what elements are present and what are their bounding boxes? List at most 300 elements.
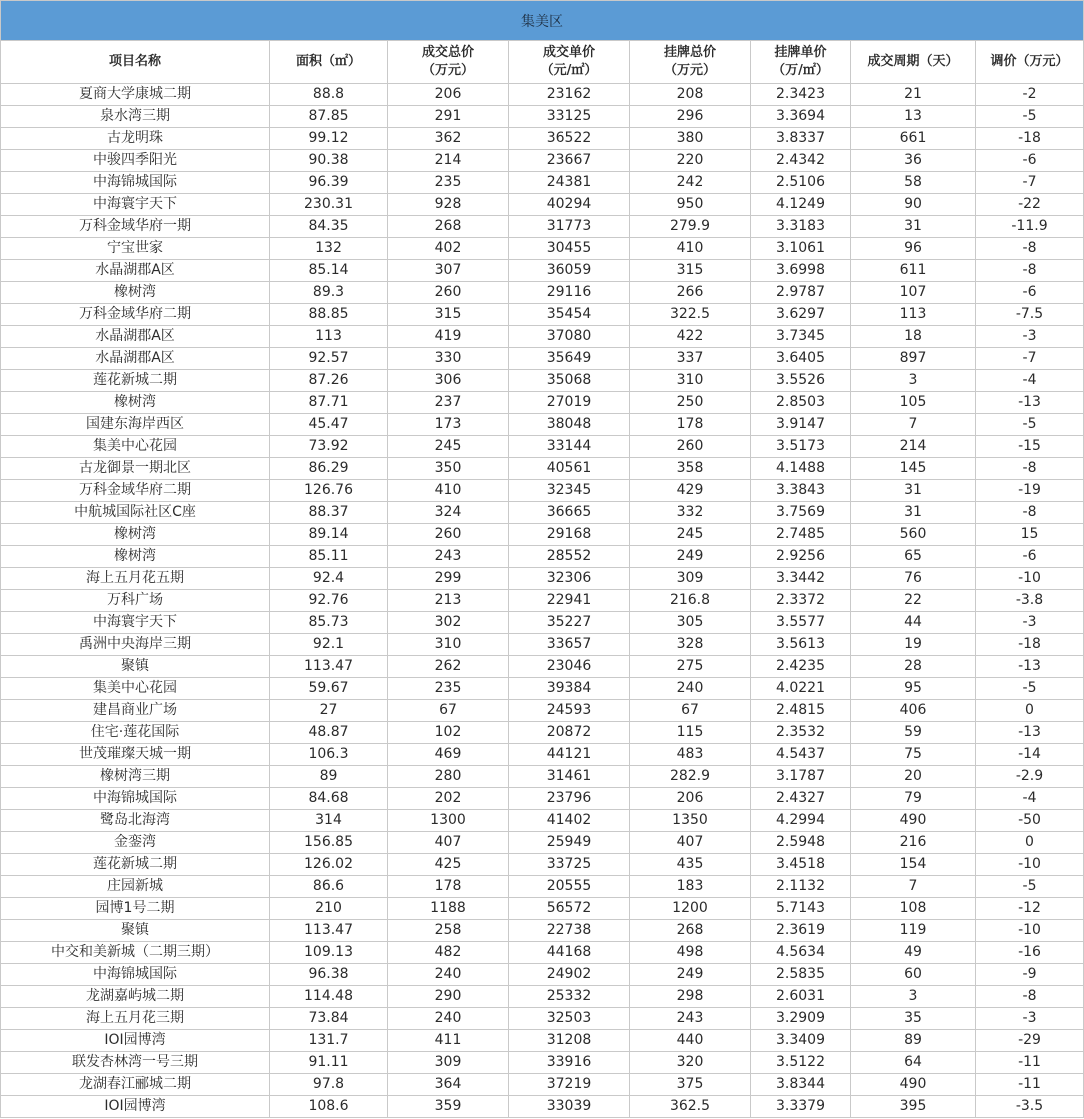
cell-list-total: 380 [630, 128, 751, 149]
cell-deal-cycle: 76 [851, 568, 976, 589]
table-row [1, 546, 1084, 568]
cell-deal-unit: 56572 [509, 898, 630, 919]
cell-list-unit: 2.4235 [751, 656, 851, 677]
cell-deal-unit: 35227 [509, 612, 630, 633]
cell-deal-total: 240 [388, 1008, 509, 1029]
cell-deal-total: 268 [388, 216, 509, 237]
table-row [1, 568, 1084, 590]
cell-deal-cycle: 119 [851, 920, 976, 941]
cell-list-total: 243 [630, 1008, 751, 1029]
cell-list-unit: 2.8503 [751, 392, 851, 413]
cell-deal-unit: 35649 [509, 348, 630, 369]
cell-deal-unit: 24593 [509, 700, 630, 721]
table-row [1, 986, 1084, 1008]
cell-list-unit: 2.5948 [751, 832, 851, 853]
cell-area: 87.71 [270, 392, 388, 413]
cell-project-name: 龙湖嘉屿城二期 [1, 986, 270, 1007]
cell-deal-cycle: 216 [851, 832, 976, 853]
cell-area: 113.47 [270, 656, 388, 677]
cell-deal-cycle: 18 [851, 326, 976, 347]
cell-list-total: 1350 [630, 810, 751, 831]
cell-project-name: 水晶湖郡A区 [1, 326, 270, 347]
cell-list-unit: 3.5613 [751, 634, 851, 655]
cell-price-adjust: -2.9 [976, 766, 1084, 787]
cell-project-name: 聚镇 [1, 920, 270, 941]
cell-deal-unit: 25949 [509, 832, 630, 853]
table-row [1, 106, 1084, 128]
cell-area: 88.37 [270, 502, 388, 523]
cell-list-unit: 2.9787 [751, 282, 851, 303]
cell-area: 113.47 [270, 920, 388, 941]
cell-area: 96.39 [270, 172, 388, 193]
cell-price-adjust: 15 [976, 524, 1084, 545]
cell-list-unit: 3.6998 [751, 260, 851, 281]
cell-deal-unit: 39384 [509, 678, 630, 699]
cell-project-name: 泉水湾三期 [1, 106, 270, 127]
cell-deal-unit: 23796 [509, 788, 630, 809]
cell-project-name: 中海寰宇天下 [1, 612, 270, 633]
cell-area: 59.67 [270, 678, 388, 699]
cell-deal-unit: 32503 [509, 1008, 630, 1029]
cell-price-adjust: 0 [976, 700, 1084, 721]
cell-project-name: 集美中心花园 [1, 436, 270, 457]
cell-deal-total: 302 [388, 612, 509, 633]
cell-list-unit: 2.3532 [751, 722, 851, 743]
cell-list-total: 362.5 [630, 1096, 751, 1117]
cell-area: 27 [270, 700, 388, 721]
cell-list-unit: 3.1787 [751, 766, 851, 787]
table-row [1, 304, 1084, 326]
cell-area: 132 [270, 238, 388, 259]
table-row [1, 348, 1084, 370]
cell-price-adjust: -16 [976, 942, 1084, 963]
cell-deal-total: 315 [388, 304, 509, 325]
cell-price-adjust: -5 [976, 678, 1084, 699]
table-title: 集美区 [1, 1, 1084, 41]
cell-deal-unit: 23162 [509, 84, 630, 105]
cell-project-name: 中海锦城国际 [1, 172, 270, 193]
cell-deal-unit: 23667 [509, 150, 630, 171]
cell-deal-unit: 32306 [509, 568, 630, 589]
cell-price-adjust: -8 [976, 986, 1084, 1007]
cell-list-unit: 5.7143 [751, 898, 851, 919]
cell-area: 113 [270, 326, 388, 347]
cell-project-name: 国建东海岸西区 [1, 414, 270, 435]
table-row [1, 282, 1084, 304]
cell-area: 88.8 [270, 84, 388, 105]
cell-deal-cycle: 95 [851, 678, 976, 699]
cell-deal-total: 173 [388, 414, 509, 435]
table-header-row [1, 41, 1084, 84]
table-row [1, 832, 1084, 854]
cell-deal-total: 235 [388, 678, 509, 699]
cell-price-adjust: -5 [976, 414, 1084, 435]
cell-deal-cycle: 560 [851, 524, 976, 545]
cell-project-name: 万科金域华府一期 [1, 216, 270, 237]
cell-price-adjust: -8 [976, 458, 1084, 479]
cell-list-total: 332 [630, 502, 751, 523]
table-row [1, 436, 1084, 458]
table-row [1, 172, 1084, 194]
cell-price-adjust: -8 [976, 238, 1084, 259]
cell-deal-total: 350 [388, 458, 509, 479]
cell-deal-total: 419 [388, 326, 509, 347]
cell-project-name: 建昌商业广场 [1, 700, 270, 721]
cell-deal-total: 330 [388, 348, 509, 369]
cell-area: 106.3 [270, 744, 388, 765]
cell-deal-total: 260 [388, 524, 509, 545]
cell-list-total: 407 [630, 832, 751, 853]
cell-project-name: 万科广场 [1, 590, 270, 611]
cell-area: 230.31 [270, 194, 388, 215]
header-unit: （万元） [421, 63, 474, 78]
cell-deal-unit: 40294 [509, 194, 630, 215]
cell-area: 314 [270, 810, 388, 831]
cell-list-unit: 2.7485 [751, 524, 851, 545]
cell-project-name: 庄园新城 [1, 876, 270, 897]
cell-deal-total: 262 [388, 656, 509, 677]
cell-list-unit: 3.7569 [751, 502, 851, 523]
cell-price-adjust: -11.9 [976, 216, 1084, 237]
cell-list-unit: 2.3619 [751, 920, 851, 941]
cell-deal-cycle: 611 [851, 260, 976, 281]
cell-list-total: 310 [630, 370, 751, 391]
cell-price-adjust: -10 [976, 920, 1084, 941]
header-deal-cycle [851, 41, 976, 83]
cell-deal-cycle: 31 [851, 480, 976, 501]
cell-list-total: 250 [630, 392, 751, 413]
cell-deal-total: 310 [388, 634, 509, 655]
cell-deal-unit: 35068 [509, 370, 630, 391]
cell-project-name: 万科金域华府二期 [1, 304, 270, 325]
cell-list-total: 206 [630, 788, 751, 809]
cell-area: 85.11 [270, 546, 388, 567]
header-label: 成交总价 [421, 45, 474, 60]
cell-list-total: 435 [630, 854, 751, 875]
cell-deal-unit: 36665 [509, 502, 630, 523]
cell-area: 87.85 [270, 106, 388, 127]
cell-list-unit: 4.1488 [751, 458, 851, 479]
cell-price-adjust: -29 [976, 1030, 1084, 1051]
cell-list-total: 298 [630, 986, 751, 1007]
cell-deal-unit: 33725 [509, 854, 630, 875]
cell-deal-unit: 36522 [509, 128, 630, 149]
cell-project-name: 集美中心花园 [1, 678, 270, 699]
cell-deal-unit: 37219 [509, 1074, 630, 1095]
cell-project-name: 禹洲中央海岸三期 [1, 634, 270, 655]
cell-list-total: 410 [630, 238, 751, 259]
cell-deal-total: 291 [388, 106, 509, 127]
table-row [1, 744, 1084, 766]
cell-deal-total: 280 [388, 766, 509, 787]
cell-deal-cycle: 96 [851, 238, 976, 259]
cell-list-total: 1200 [630, 898, 751, 919]
cell-deal-total: 214 [388, 150, 509, 171]
cell-list-unit: 4.5634 [751, 942, 851, 963]
cell-price-adjust: -7.5 [976, 304, 1084, 325]
cell-area: 126.02 [270, 854, 388, 875]
cell-list-total: 309 [630, 568, 751, 589]
cell-project-name: 橡树湾三期 [1, 766, 270, 787]
cell-deal-total: 362 [388, 128, 509, 149]
cell-deal-cycle: 19 [851, 634, 976, 655]
cell-list-total: 358 [630, 458, 751, 479]
cell-list-total: 950 [630, 194, 751, 215]
cell-list-unit: 3.9147 [751, 414, 851, 435]
cell-list-unit: 3.6405 [751, 348, 851, 369]
cell-deal-cycle: 75 [851, 744, 976, 765]
cell-deal-cycle: 105 [851, 392, 976, 413]
header-deal-unit [509, 41, 630, 83]
table-row [1, 722, 1084, 744]
cell-deal-unit: 22738 [509, 920, 630, 941]
cell-list-total: 216.8 [630, 590, 751, 611]
table-row [1, 942, 1084, 964]
table-row [1, 414, 1084, 436]
cell-list-total: 440 [630, 1030, 751, 1051]
cell-project-name: 住宅·莲花国际 [1, 722, 270, 743]
cell-deal-total: 309 [388, 1052, 509, 1073]
header-area [270, 41, 388, 83]
cell-project-name: 龙湖春江郦城二期 [1, 1074, 270, 1095]
cell-price-adjust: -8 [976, 260, 1084, 281]
cell-list-unit: 2.1132 [751, 876, 851, 897]
cell-price-adjust: 0 [976, 832, 1084, 853]
table-row [1, 458, 1084, 480]
header-label: 成交单价 [542, 45, 595, 60]
table-row [1, 898, 1084, 920]
cell-deal-cycle: 108 [851, 898, 976, 919]
cell-price-adjust: -5 [976, 876, 1084, 897]
cell-deal-cycle: 79 [851, 788, 976, 809]
cell-list-total: 245 [630, 524, 751, 545]
cell-area: 85.14 [270, 260, 388, 281]
table-row [1, 964, 1084, 986]
cell-deal-cycle: 20 [851, 766, 976, 787]
cell-deal-unit: 24902 [509, 964, 630, 985]
header-price-adjust [976, 41, 1084, 83]
cell-area: 89.3 [270, 282, 388, 303]
cell-list-unit: 3.5577 [751, 612, 851, 633]
cell-project-name: 水晶湖郡A区 [1, 348, 270, 369]
cell-area: 84.68 [270, 788, 388, 809]
cell-list-unit: 3.5526 [751, 370, 851, 391]
cell-list-total: 322.5 [630, 304, 751, 325]
cell-list-unit: 3.7345 [751, 326, 851, 347]
cell-deal-cycle: 22 [851, 590, 976, 611]
cell-project-name: 聚镇 [1, 656, 270, 677]
cell-area: 92.76 [270, 590, 388, 611]
cell-area: 73.92 [270, 436, 388, 457]
cell-project-name: 莲花新城二期 [1, 370, 270, 391]
header-label: 调价（万元） [990, 54, 1069, 69]
cell-area: 126.76 [270, 480, 388, 501]
table-row [1, 1074, 1084, 1096]
cell-project-name: 古龙御景一期北区 [1, 458, 270, 479]
cell-deal-total: 206 [388, 84, 509, 105]
cell-deal-total: 178 [388, 876, 509, 897]
cell-list-unit: 2.5835 [751, 964, 851, 985]
cell-deal-unit: 30455 [509, 238, 630, 259]
cell-area: 73.84 [270, 1008, 388, 1029]
cell-area: 84.35 [270, 216, 388, 237]
cell-project-name: 中骏四季阳光 [1, 150, 270, 171]
cell-list-unit: 2.6031 [751, 986, 851, 1007]
cell-area: 91.11 [270, 1052, 388, 1073]
cell-deal-cycle: 49 [851, 942, 976, 963]
cell-list-unit: 3.8337 [751, 128, 851, 149]
cell-list-unit: 2.4327 [751, 788, 851, 809]
cell-price-adjust: -13 [976, 656, 1084, 677]
cell-list-unit: 3.3379 [751, 1096, 851, 1117]
cell-list-unit: 3.4518 [751, 854, 851, 875]
cell-list-total: 249 [630, 546, 751, 567]
table-row [1, 766, 1084, 788]
cell-area: 99.12 [270, 128, 388, 149]
cell-project-name: 联发杏林湾一号三期 [1, 1052, 270, 1073]
cell-price-adjust: -5 [976, 106, 1084, 127]
cell-list-unit: 4.1249 [751, 194, 851, 215]
cell-deal-cycle: 7 [851, 876, 976, 897]
cell-price-adjust: -18 [976, 128, 1084, 149]
cell-list-total: 242 [630, 172, 751, 193]
cell-deal-cycle: 90 [851, 194, 976, 215]
cell-deal-cycle: 3 [851, 370, 976, 391]
cell-deal-total: 1300 [388, 810, 509, 831]
cell-price-adjust: -10 [976, 568, 1084, 589]
cell-deal-cycle: 64 [851, 1052, 976, 1073]
cell-project-name: 金銮湾 [1, 832, 270, 853]
cell-deal-total: 425 [388, 854, 509, 875]
cell-deal-cycle: 28 [851, 656, 976, 677]
cell-project-name: 中海锦城国际 [1, 788, 270, 809]
cell-list-unit: 2.5106 [751, 172, 851, 193]
cell-deal-cycle: 58 [851, 172, 976, 193]
cell-list-total: 305 [630, 612, 751, 633]
cell-area: 88.85 [270, 304, 388, 325]
cell-list-total: 67 [630, 700, 751, 721]
cell-deal-unit: 31773 [509, 216, 630, 237]
cell-list-unit: 2.9256 [751, 546, 851, 567]
cell-price-adjust: -11 [976, 1052, 1084, 1073]
cell-deal-total: 359 [388, 1096, 509, 1117]
cell-deal-cycle: 661 [851, 128, 976, 149]
cell-project-name: 莲花新城二期 [1, 854, 270, 875]
cell-deal-cycle: 13 [851, 106, 976, 127]
header-label: 项目名称 [108, 54, 161, 69]
cell-deal-cycle: 44 [851, 612, 976, 633]
cell-list-unit: 3.5173 [751, 436, 851, 457]
cell-price-adjust: -3 [976, 1008, 1084, 1029]
table-row [1, 370, 1084, 392]
cell-price-adjust: -10 [976, 854, 1084, 875]
cell-deal-total: 290 [388, 986, 509, 1007]
cell-price-adjust: -19 [976, 480, 1084, 501]
cell-project-name: 水晶湖郡A区 [1, 260, 270, 281]
cell-deal-total: 102 [388, 722, 509, 743]
cell-price-adjust: -8 [976, 502, 1084, 523]
table-row [1, 216, 1084, 238]
cell-list-unit: 3.3694 [751, 106, 851, 127]
cell-deal-total: 402 [388, 238, 509, 259]
cell-area: 85.73 [270, 612, 388, 633]
cell-area: 114.48 [270, 986, 388, 1007]
cell-area: 108.6 [270, 1096, 388, 1117]
table-row [1, 788, 1084, 810]
cell-deal-total: 67 [388, 700, 509, 721]
cell-price-adjust: -2 [976, 84, 1084, 105]
cell-deal-unit: 22941 [509, 590, 630, 611]
cell-deal-unit: 40561 [509, 458, 630, 479]
cell-deal-unit: 33125 [509, 106, 630, 127]
table-row [1, 1052, 1084, 1074]
cell-list-total: 240 [630, 678, 751, 699]
table-row [1, 678, 1084, 700]
cell-project-name: IOI园博湾 [1, 1030, 270, 1051]
cell-project-name: 宁宝世家 [1, 238, 270, 259]
cell-deal-total: 469 [388, 744, 509, 765]
cell-deal-total: 235 [388, 172, 509, 193]
cell-price-adjust: -13 [976, 722, 1084, 743]
cell-deal-unit: 25332 [509, 986, 630, 1007]
cell-deal-cycle: 214 [851, 436, 976, 457]
cell-deal-unit: 41402 [509, 810, 630, 831]
cell-list-unit: 2.4815 [751, 700, 851, 721]
table-row [1, 656, 1084, 678]
table-row [1, 480, 1084, 502]
cell-price-adjust: -13 [976, 392, 1084, 413]
header-list-unit [751, 41, 851, 83]
table-body [1, 84, 1084, 1118]
cell-list-unit: 2.3372 [751, 590, 851, 611]
cell-price-adjust: -14 [976, 744, 1084, 765]
cell-list-total: 282.9 [630, 766, 751, 787]
cell-deal-total: 240 [388, 964, 509, 985]
cell-deal-cycle: 490 [851, 1074, 976, 1095]
cell-deal-cycle: 154 [851, 854, 976, 875]
cell-area: 87.26 [270, 370, 388, 391]
cell-project-name: 橡树湾 [1, 282, 270, 303]
cell-deal-unit: 23046 [509, 656, 630, 677]
cell-price-adjust: -4 [976, 788, 1084, 809]
cell-list-total: 279.9 [630, 216, 751, 237]
cell-list-unit: 3.6297 [751, 304, 851, 325]
cell-deal-unit: 24381 [509, 172, 630, 193]
cell-list-total: 320 [630, 1052, 751, 1073]
cell-list-unit: 2.4342 [751, 150, 851, 171]
cell-list-unit: 3.3843 [751, 480, 851, 501]
cell-list-unit: 4.0221 [751, 678, 851, 699]
table-row [1, 1096, 1084, 1118]
cell-deal-unit: 29116 [509, 282, 630, 303]
cell-deal-total: 237 [388, 392, 509, 413]
cell-deal-unit: 44121 [509, 744, 630, 765]
cell-deal-unit: 20872 [509, 722, 630, 743]
cell-list-total: 249 [630, 964, 751, 985]
cell-project-name: 橡树湾 [1, 524, 270, 545]
cell-deal-total: 243 [388, 546, 509, 567]
cell-deal-unit: 31461 [509, 766, 630, 787]
cell-list-unit: 3.3442 [751, 568, 851, 589]
cell-project-name: 中海寰宇天下 [1, 194, 270, 215]
table-row [1, 810, 1084, 832]
cell-area: 45.47 [270, 414, 388, 435]
cell-list-total: 483 [630, 744, 751, 765]
cell-area: 97.8 [270, 1074, 388, 1095]
cell-deal-cycle: 406 [851, 700, 976, 721]
cell-area: 89.14 [270, 524, 388, 545]
cell-deal-unit: 32345 [509, 480, 630, 501]
